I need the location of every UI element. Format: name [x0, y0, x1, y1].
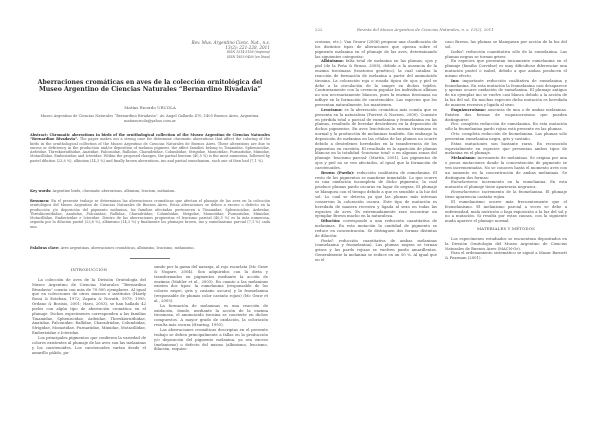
body-paragraph: La colección de aves de la División Ornitología del Museo Argentino de Ciencias Naturales “Bernardino Rivadavia” cuenta con más de 70.000 ejemplares. Al igual que en colecciones de otros museos e institutos (Hardy Rossi & Esteban, 1972; Zapata & Novatti, 1979, 1995; Ordano & Bosisio, 2001; Haro, 2003), se han hallado 42 pieles con algún tipo de aberración cromática en el plumaje. Dichos especímenes corresponden a las familias Tinamidae, Spheniscidae, Ardeidae, Threskiornithidae, Anatidae, Falconidae, Rallidae, Charadriidae, Columbidae, Strigidae, Momotidae, Furnariidae, Mimidae, Motacillidae, Emberizidae e Icteridae. — [32, 276, 146, 336]
abstract-text: The paper makes out a strong case for determine chromatic aberrations that affect the coloring of the birds in the ornithological collection of the Museo Argentino de Ciencias Naturales de Buenos Aires. These alterations are due to excess or deficiency in the production and/or deposition of melanin pigment, the affect families belong to Tinamidae, Spheniscidae, Ardeidae, Threskiornithidae, Anatidae, Falconidae, Rallidae, Charadriidae, Columbidae, Strigidae, Momotidae, Furnariidae, Mimidae, Motacillidae, Emberizidae and Icteridae. Within the proposed changes, the partial leucism (40,5 %) is the most numerous, followed by pastel dilution (23,8 %), albinism (14,3 %) and finally brown aberrations, ino and partial eumelanism, each one of then had (7,1 %). — [30, 137, 270, 163]
resumen-label: Resumen: — [30, 199, 50, 203]
paragraph-text: importante reducción cualitativa de eumelanina y feomelanina. En esta mutación la feomelanina casi desaparece y apenas ocurre oxidación de eumelanina. El plumaje antiguo de un ejemplar ino se vuelve casi blanco debido a la acción de la luz del sol. En muchas especies dicha mutación es heredada de manera recesiva y ligada al sexo. — [445, 77, 567, 107]
right-page — [300, 0, 600, 433]
paragraph-text: incremento de melaninas. Se origina por una o pocas mutaciones donde la concentración de pigmento se ven incrementadas. No se conocen hasta el momento aves con un aumento en la concentración de ambas melaninas. Se distinguen dos formas: — [445, 155, 567, 180]
journal-reference — [192, 40, 270, 59]
paragraph-text: corresponde a una reducción cuantitativa de melaninas. En esta mutación la cantidad de pigmento se reduce en concentración. Se distinguen dos formas distintas de dilución: — [315, 218, 437, 238]
issn-online: ISSN 1853-0400 (en línea) — [226, 54, 270, 59]
keywords-text: Argentine birds, chromatic aberrations, albinism, leucism, melanism. — [52, 189, 176, 193]
palabras-clave-text: Aves argentinas, aberraciones cromáticas, albinismo, leucismo, melanismo. — [60, 246, 195, 250]
subterm-label: Feo: — [451, 121, 460, 127]
right-column-2 — [445, 40, 567, 261]
right-column-2-body — [445, 40, 567, 224]
paragraph-text: incremento de la feomelanina. El plumaje tiene apariencia castaño rojiza. — [445, 189, 567, 199]
article-title: Aberraciones cromáticas en aves de la colección ornitológica del Museo Argentino de Ciencias Naturales “Bernardino Rivadavia” — [37, 79, 263, 94]
paragraph-text: falta total de melanina en las plumas, ojos y piel (de la Peña & Bruno, 2008), debido a la ausencia de la enzima tirosinasa (trastorno genético), la cual cataliza la reacción de formación de melanina a partir del aminoácido tirosina. La coloración roja o rosada típica de ojos y piel se debe a la circulación de la sangre en dichos tejidos. Contrariamente con la creencia popular los individuos albinos no son necesariamente blancos, pues la enzima tirosinasa no influye en la formación de carotenoides. Las especies que los presentan naturalmente, los mantienen. — [315, 58, 437, 107]
journal-volume: 13(2): 221-228, 2011 — [225, 45, 270, 51]
abstract — [30, 133, 270, 163]
paragraph-text: es la aberración cromática más común que se presenta en la naturaleza (Forrest & Naveen, 2000). Consiste en pérdida total o parcial de eumelanina y feomelanina en las plumas, resultado de heredar desórdenes en la deposición de dichos pigmentos. En aves leucísticas la enzima tirosinasa es normal y la producción de melaninas también. Sin embargo la deposición de melanina en las células de las plumas no ocurre debido a desórdenes heredados en la transferencia de los pigmentos en cuestión. El resultado es la aparición de plumas blancas en la totalidad -leucismo total- o en algunas zonas del plumaje -leucismo parcial- (Martín, 2001). Los pigmentos de ojos y piel no se ven afectados, al igual que la formación de carotenoides. — [315, 106, 437, 170]
page-number: 222 — [315, 27, 323, 32]
author-name: Matías Ricardo URCOLA — [124, 105, 176, 110]
paragraph-text: croismo, etc.). Van Grouw (2006) propone una clasificación de los distintos tipos de alteraciones que operan sobre el pigmento melanina en el plumaje de las aves, determinando las siguientes categorías: — [315, 39, 437, 59]
body-paragraph: Las aberraciones cromáticas descriptas en el presente trabajo se deben principalmente a fallas en la producción y/o deposición del pigmento melanina, ya sea exceso (melanismo) o defecto del mismo (albinismo, leucismo, dilución, esquizo- — [154, 326, 268, 352]
abstract-label: Abstract: Chromatic aberrations in birds of the ornithological collection of the Museo Argentino de Ciencias Naturales “Bernardino Rivadavia”. — [30, 133, 270, 142]
author-affiliation: Museo Argentino de Ciencias Naturales “Bernardino Rivadavia”. Av. Angel Gallardo 470, 1405 Buenos Aires, Argentina. matiasurcola@yahoo.com.ar — [40, 114, 260, 123]
body-paragraph — [315, 40, 437, 59]
body-paragraph — [445, 79, 567, 108]
paragraph-text: completa reducción de feomelanina. Las plumas sólo presentan eumelanina negra, gris y castaño. — [445, 131, 567, 141]
section-divider — [130, 258, 170, 259]
paragraph-text: caso Brown, las plumas se blanquean por acción de la luz del sol. — [445, 39, 567, 49]
term-label: Melanismo: — [451, 155, 476, 161]
paragraph-text: reducción cualitativa de eumelanina. El resto de los pigmentos se mantiene inmutable. Lo que ocurre es una oxidación incompleta de dicho pigmento, la cual produce plumas pardo oscuras en lugar de negras. El plumaje se blanquea con el tiempo debido a que es sensible a la luz del sol. Lo cual se detecta ya que las plumas más internas conservan la coloración oscura. Este tipo de mutación es heredada de manera recesiva y ligada al sexo en todas las especies de aves. Es extremadamente raro encontrar un ejemplar Brown macho en la naturaleza. — [315, 169, 437, 219]
subterm-label: Gris: — [451, 131, 461, 137]
paragraph-text: En especies que presentan únicamente eumelanina en el plumaje (familia Corvidae) es muy dificultoso diferenciar una mutación pastel o isabel, debido a que ambas producen el mismo efecto. — [445, 58, 567, 78]
body-paragraph: La formación de melaninas es una reacción de oxidación, donde, mediante la acción de la enzima tirosinasa, el aminoácido tirosina se convierte en dichos compuestos. A mayor grado de oxidación, la coloración resulta más oscura (Hearing, 1993). — [154, 302, 268, 328]
body-paragraph — [445, 200, 567, 224]
resumen-text: En el presente trabajo se determinan las aberraciones cromáticas que afectan el plumaje de las aves en la colección ornitológica del Museo Argentino de Ciencias Naturales de Buenos Aires. Estas alteraciones se deben a exceso o defecto en la producción y/o deposición del pigmento melanina, las familias afectadas pertenecen a Tinamidae, Spheniscidae, Ardeidae, Threskiornithidae, Anatidae, Falconidae, Rallidae, Charadriidae, Columbidae, Strigidae, Momotidae, Furnariidae, Mimidae, Motacillidae, Emberizidae e Icteridae. Dentro de las aberraciones propuestas el leucismo parcial (40,5 %) es la más numerosa, seguida por la dilución pastel (23,8 %), albinismo (14,3 %) y finalmente los plumajes brown, ino y eumelanismo parcial (7,1 %) cada una. — [30, 199, 270, 229]
term-label: Esquizocroismo: — [451, 106, 486, 112]
paragraph-text: El eumelanismo ocurre más frecuentemente que el feomelanismo. El melanismo parcial a veces se debe a enfermedad, mala nutrición o baja exposición a la luz del sol y no a mutación. Si resulta por estas causas, con la siguiente muda aparece el plumaje normal. — [445, 198, 567, 224]
methods-heading: MATERIALES Y MÉTODOS — [476, 226, 535, 232]
paragraph-text: completa reducción de eumelanina. En esta mutación sólo la feomelanina pardo rojiza está presente en las plumas. — [445, 121, 567, 132]
body-paragraph — [445, 108, 567, 123]
right-column-1 — [315, 40, 437, 263]
body-paragraph — [445, 156, 567, 180]
journal-citation: Rev. Mus. Argentino Cienc. Nat., n.s. — [191, 40, 270, 45]
subterm-label: Eumelanismo: — [451, 179, 479, 185]
body-paragraph: Los principales pigmentos que confieren la variedad de colores existentes al plumaje de las aves son las melaninas y los carotenoides. Los carotenoides varían desde el amarillo pálido, pa- — [32, 334, 146, 355]
intro-heading: INTRODUCCIÓN — [70, 267, 108, 272]
body-paragraph — [445, 142, 567, 157]
body-paragraph — [315, 219, 437, 238]
body-paragraph — [445, 59, 567, 78]
term-label: Leucismo: — [321, 106, 343, 112]
term-label: Ino: — [451, 77, 460, 83]
running-title: Revista del Museo Argentino de Ciencias Naturales, n. s. 13(2), 2011 — [357, 27, 494, 32]
paragraph-text: ausencia de una o de ambas melaninas. Existen dos formas de esquizocroismo que pueden distinguirse: — [445, 106, 567, 122]
subterm-label: Pastel: — [321, 237, 334, 243]
body-paragraph: sando por la gama del naranja, al rojo escarlata (Mc Graw & Nogare, 2004). Son adquiridos con la dieta y transformados en pigmentos mediante la acción de enzimas (Mahler et al., 2003). En cuanto a las melaninas existen dos tipos: la eumelanina (responsable de los colores negro, gris y castaño oscuro) y la feomelanina (responsable de plumas color castaño rojizo) (Mc Graw et al., 2005). — [154, 264, 268, 303]
term-label: Albinismo: — [321, 58, 344, 64]
term-label: Brown (Pardo): — [321, 169, 355, 175]
resumen — [30, 199, 270, 229]
paragraph-text: incremento en la eumelanina. En esta mutación el plumaje tiene apariencia negruzca. — [445, 179, 567, 190]
keywords — [30, 189, 270, 193]
left-column-1 — [32, 265, 146, 355]
palabras-clave — [30, 246, 270, 250]
body-paragraph — [315, 171, 437, 219]
body-paragraph: Los especímenes estudiados se encuentran depositados en la División Ornitología del Museo Argentino de Ciencias Naturales de Buenos Aires (MACN-Or). — [445, 235, 567, 251]
body-paragraph: Para el ordenamiento sistemático se siguió a Mazar Barnett & Pearman (2001). — [445, 250, 567, 261]
left-column-2 — [154, 265, 268, 352]
body-paragraph — [315, 59, 437, 107]
term-label: Dilución: — [321, 218, 341, 224]
issn-print: ISSN 1514-5158 (impresa) — [226, 50, 270, 55]
paragraph-text: reducción cuantitativa sólo de la eumelanina. Las plumas negras se tornan grises. — [445, 48, 567, 59]
subterm-label: Feomelanismo: — [451, 189, 481, 195]
palabras-clave-label: Palabras clave: — [30, 246, 60, 250]
body-paragraph — [315, 108, 437, 171]
body-paragraph — [315, 239, 437, 263]
paragraph-text: Estas mutaciones son bastante raras. En reconocido especialmente en especies que presentan ambos tipos de melanina en el plumaje. — [445, 140, 567, 156]
subterm-label: Isabel: — [451, 48, 464, 54]
paragraph-text: reducción cuantitativa de ambas melaninas (eumelanina y feomelanina). Las plumas negras se tornan grises y las pardo rojizas se vuelven pardo amarillentas. Generalmente la melanina se reduce en un 50 %. Al igual que en el — [315, 237, 437, 262]
keywords-label: Key words: — [30, 189, 52, 193]
